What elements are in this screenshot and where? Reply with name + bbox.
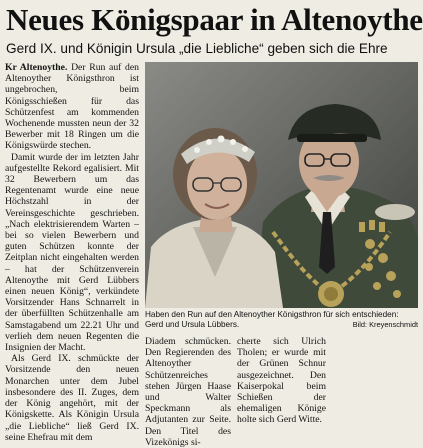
photo-royal-couple: [145, 62, 418, 308]
headline: Neues Königspaar in Altenoythe: [6, 2, 423, 37]
paragraph-4: Diadem schmücken. Den Regierenden des Altenoyther Schützenreiches stehen Jürgen Haase und Walter Speckmann als Adjutanten zur Seite. Den Titel des Vizekönigs si-: [145, 336, 231, 448]
article-column-1: [5, 62, 140, 443]
paragraph-1: [5, 62, 139, 152]
article-column-3: [237, 336, 326, 426]
photo-credit: Bild: Kreyenschmidt: [352, 319, 418, 329]
photo-caption: [145, 310, 418, 330]
paragraph-5: cherte sich Ulrich Tholen; er wurde mit der Grünen Schnur ausgezeichnet. Den Kaiserpokal beim Schießen der ehemaligen Könige holte sich Gerd Witte.: [237, 336, 326, 426]
dateline: Kr Altenoythe.: [5, 62, 68, 73]
caption-text: Haben den Run auf den Altenoyther Königsthron für sich entschieden: Gerd und Ursula Lübbers.: [145, 310, 399, 329]
paragraph-3: Als Gerd IX. schmückte der Vorsitzende den neuen Monarchen unter dem Jubel insbesondere des II. Zuges, dem der König angehört, mit der Königskette. Als Königin Ursula „die Liebliche“ ließ Gerd IX. seine Ehefrau mit dem: [5, 353, 139, 443]
subheadline: Gerd IX. und Königin Ursula „die Liebliche“ geben sich die Ehre: [6, 41, 388, 56]
article-column-2: [145, 336, 231, 448]
paragraph-2: Damit wurde der im letzten Jahr aufgestellte Rekord egalisiert. Mit 32 Bewerbern um das Regentenamt wurde eine neue Höchstzahl in der Vereinsgeschichte geschrieben. „Nach elektrisierendem Warten – bei so vielen Bewerbern und guten Schützen konnte der Zeitplan nicht eingehalten werden – hat der Schützenverein Altenoythe mit Gerd Lübbers einen neuen König“, verkündete Vorsitzender Hans Schnarrelt in der überfüllten Schützenhalle am Samstagabend um 22.21 Uhr und verlieh dem neuen Regenten die Insignien der Macht.: [5, 151, 139, 354]
article-column-4: [331, 336, 418, 402]
couple-photo-illustration: [145, 62, 418, 308]
paragraph-1-text: Der Run auf den Altenoyther Königsthron ist ungebrochen, beim Königsschießen für das Schützenfest am kommenden Wochenende mussten neun der 32 Bewerber mit 18 Ringen um die Königswürde stechen.: [5, 62, 140, 152]
previous-article-fragment: [4, 0, 418, 1]
